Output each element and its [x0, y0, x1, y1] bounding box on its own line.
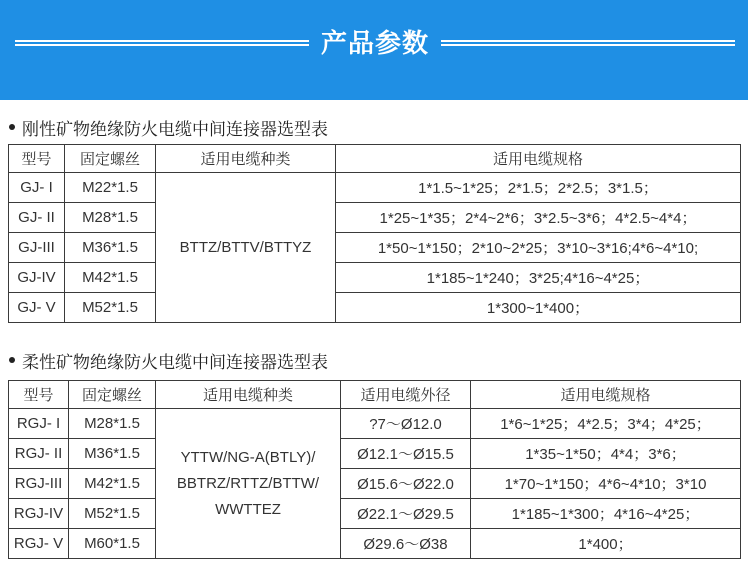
spec-cell: 1*1.5~1*25；2*1.5；2*2.5；3*1.5；	[336, 173, 741, 203]
spec-cell: 1*185~1*240；3*25;4*16~4*25；	[336, 263, 741, 293]
table-row	[9, 293, 741, 323]
screw-cell: M52*1.5	[69, 499, 156, 529]
model-cell: RGJ- I	[9, 409, 69, 439]
bullet-icon	[9, 357, 15, 363]
cable-type-line: WWTTEZ	[215, 500, 281, 518]
table-header-row	[9, 381, 741, 409]
spec-cell: 1*70~1*150；4*6~4*10；3*10	[471, 469, 741, 499]
rigid-table-heading-text: 刚性矿物绝缘防火电缆中间连接器选型表	[22, 119, 328, 139]
cable-type-line: BBTRZ/RTTZ/BTTW/	[176, 474, 320, 492]
model-cell: GJ-IV	[9, 263, 65, 293]
screw-cell: M36*1.5	[69, 439, 156, 469]
spec-cell: 1*185~1*300；4*16~4*25；	[471, 499, 741, 529]
table-header-row	[9, 145, 741, 173]
rigid-table-heading	[6, 115, 328, 139]
screw-cell: M60*1.5	[69, 529, 156, 559]
model-cell: RGJ- II	[9, 439, 69, 469]
column-header-model: 型号	[9, 381, 69, 409]
cable-type-cell	[156, 409, 341, 559]
table-row	[9, 469, 741, 499]
column-header-spec: 适用电缆规格	[336, 145, 741, 173]
screw-cell: M42*1.5	[65, 263, 156, 293]
column-header-diameter: 适用电缆外径	[341, 381, 471, 409]
diameter-cell: Ø22.1～Ø29.5	[341, 499, 471, 529]
column-header-screw: 固定螺丝	[65, 145, 156, 173]
table-row	[9, 203, 741, 233]
spec-cell: 1*25~1*35；2*4~2*6；3*2.5~3*6；4*2.5~4*4；	[336, 203, 741, 233]
screw-cell: M28*1.5	[65, 203, 156, 233]
spec-cell: 1*6~1*25；4*2.5；3*4；4*25；	[471, 409, 741, 439]
right-decorative-line	[441, 40, 735, 46]
spec-cell: 1*35~1*50；4*4；3*6；	[471, 439, 741, 469]
table-row	[9, 499, 741, 529]
screw-cell: M28*1.5	[69, 409, 156, 439]
bullet-icon	[9, 124, 15, 130]
banner-title-row	[15, 28, 735, 58]
cable-type-cell: BTTZ/BTTV/BTTYZ	[156, 173, 336, 323]
table-row	[9, 173, 741, 203]
flexible-connector-table	[8, 380, 741, 559]
diameter-cell: Ø12.1～Ø15.5	[341, 439, 471, 469]
model-cell: RGJ-III	[9, 469, 69, 499]
model-cell: RGJ-IV	[9, 499, 69, 529]
model-cell: GJ- V	[9, 293, 65, 323]
screw-cell: M22*1.5	[65, 173, 156, 203]
column-header-cable-type: 适用电缆种类	[156, 381, 341, 409]
model-cell: GJ- II	[9, 203, 65, 233]
screw-cell: M36*1.5	[65, 233, 156, 263]
spec-cell: 1*300~1*400；	[336, 293, 741, 323]
table-row	[9, 529, 741, 559]
screw-cell: M42*1.5	[69, 469, 156, 499]
screw-cell: M52*1.5	[65, 293, 156, 323]
left-decorative-line	[15, 40, 309, 46]
flexible-table-heading-text: 柔性矿物绝缘防火电缆中间连接器选型表	[22, 352, 328, 372]
rigid-connector-table	[8, 144, 741, 323]
page-title: 产品参数	[321, 28, 430, 58]
table-row	[9, 409, 741, 439]
flexible-table-heading	[6, 348, 328, 372]
spec-cell: 1*50~1*150；2*10~2*25；3*10~3*16;4*6~4*10;	[336, 233, 741, 263]
diameter-cell: ?7～Ø12.0	[341, 409, 471, 439]
diameter-cell: Ø29.6～Ø38	[341, 529, 471, 559]
column-header-screw: 固定螺丝	[69, 381, 156, 409]
column-header-model: 型号	[9, 145, 65, 173]
table-row	[9, 233, 741, 263]
column-header-spec: 适用电缆规格	[471, 381, 741, 409]
table-row	[9, 439, 741, 469]
cable-type-line: YTTW/NG-A(BTLY)/	[180, 448, 316, 466]
model-cell: GJ-III	[9, 233, 65, 263]
diameter-cell: Ø15.6～Ø22.0	[341, 469, 471, 499]
table-row	[9, 263, 741, 293]
column-header-cable-type: 适用电缆种类	[156, 145, 336, 173]
spec-cell: 1*400；	[471, 529, 741, 559]
model-cell: GJ- I	[9, 173, 65, 203]
model-cell: RGJ- V	[9, 529, 69, 559]
header-banner	[0, 0, 748, 100]
